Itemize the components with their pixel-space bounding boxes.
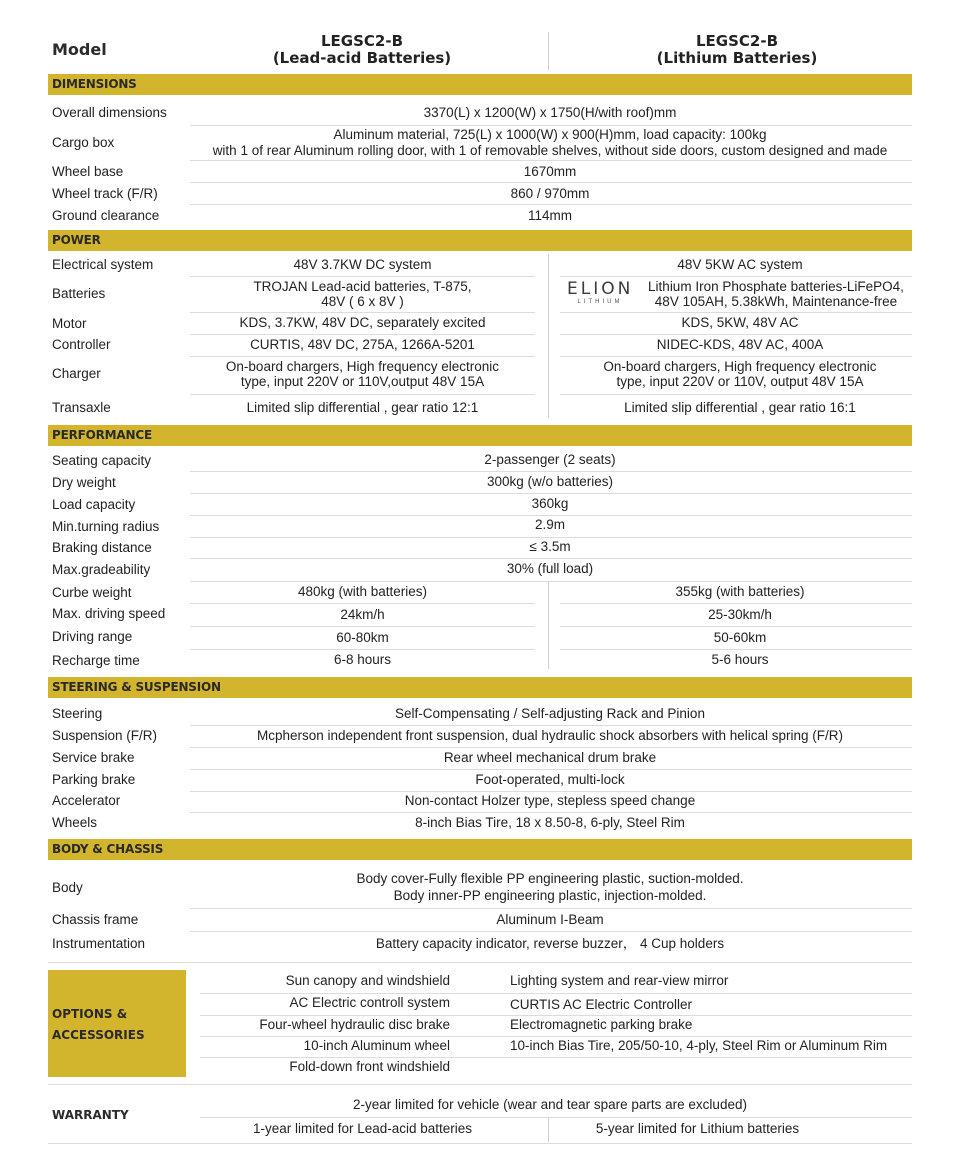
row-label: Seating capacity <box>52 453 152 468</box>
row-value-col2: KDS, 5KW, 48V AC <box>681 315 799 330</box>
row-divider <box>560 626 912 627</box>
row-label: Dry weight <box>52 475 116 490</box>
row-value-col2: 355kg (with batteries) <box>675 584 805 599</box>
row-divider <box>190 204 912 205</box>
section-title: STEERING & SUSPENSION <box>52 680 221 694</box>
row-value-line1: Body cover-Fully flexible PP engineering plastic, suction-molded. <box>356 871 744 886</box>
row-value-col1: KDS, 3.7KW, 48V DC, separately excited <box>239 315 486 330</box>
row-label: Load capacity <box>52 497 136 512</box>
options-title <box>52 1004 145 1046</box>
row-value-col1-line2: 48V ( 6 x 8V ) <box>321 294 404 309</box>
section-divider <box>48 1143 912 1144</box>
row-value: 30% (full load) <box>506 561 594 576</box>
row-label: Body <box>52 880 83 895</box>
row-value: Battery capacity indicator, reverse buzzer， 4 Cup holders <box>375 936 725 951</box>
section-power <box>48 230 912 251</box>
row-value: 2-passenger (2 seats) <box>484 452 616 467</box>
row-label: Suspension (F/R) <box>52 728 158 743</box>
row-divider <box>560 334 912 335</box>
row-value: Non-contact Holzer type, stepless speed change <box>404 793 696 808</box>
row-value: Aluminum I-Beam <box>496 912 604 927</box>
warranty-title: WARRANTY <box>52 1108 129 1122</box>
section-dimensions <box>48 74 912 95</box>
row-divider <box>190 515 912 516</box>
option-item: CURTIS AC Electric Controller <box>510 997 693 1012</box>
row-value: 3370(L) x 1200(W) x 1750(H/with roof)mm <box>423 105 677 120</box>
row-value-col1: 6-8 hours <box>333 652 392 667</box>
row-value-col1-line1: On-board chargers, High frequency electronic <box>225 359 500 374</box>
header-divider <box>548 32 549 70</box>
column-divider <box>548 254 549 418</box>
row-label: Recharge time <box>52 653 140 668</box>
option-item: AC Electric controll system <box>289 995 450 1010</box>
row-value: ≤ 3.5m <box>529 539 571 554</box>
col1-subtitle: (Lead-acid Batteries) <box>272 49 452 67</box>
row-value-col2: 50-60km <box>713 630 767 645</box>
row-label: Motor <box>52 316 87 331</box>
row-divider <box>190 334 535 335</box>
section-title: DIMENSIONS <box>52 77 137 91</box>
row-divider <box>190 626 535 627</box>
row-divider <box>200 1057 912 1058</box>
row-value-col1: 48V 3.7KW DC system <box>293 257 432 272</box>
row-label: Ground clearance <box>52 208 160 223</box>
column-divider <box>548 581 549 669</box>
row-value-line2: Body inner-PP engineering plastic, injection-molded. <box>393 888 707 903</box>
option-item: Fold-down front windshield <box>289 1059 450 1074</box>
row-divider <box>560 394 912 395</box>
section-title: BODY & CHASSIS <box>52 842 164 856</box>
row-divider <box>190 471 912 472</box>
warranty-col1: 1-year limited for Lead-acid batteries <box>252 1121 473 1136</box>
option-item: Sun canopy and windshield <box>285 973 450 988</box>
col2-subtitle: (Lithium Batteries) <box>656 49 818 67</box>
option-item: 10-inch Bias Tire, 205/50-10, 4-ply, Steel Rim or Aluminum Rim <box>510 1038 888 1053</box>
row-value-col1: Limited slip differential , gear ratio 12:1 <box>246 400 479 415</box>
row-label: Max. driving speed <box>52 606 166 621</box>
row-label: Curbe weight <box>52 585 132 600</box>
row-value-col1-line2: type, input 220V or 110V,output 48V 15A <box>240 374 485 389</box>
row-value: Self-Compensating / Self-adjusting Rack and Pinion <box>395 706 705 721</box>
row-divider <box>190 356 535 357</box>
row-value-col1-line1: TROJAN Lead-acid batteries, T-875, <box>253 279 472 294</box>
row-value: 8-inch Bias Tire, 18 x 8.50-8, 6-ply, Steel Rim <box>415 815 685 830</box>
row-label: Batteries <box>52 286 106 301</box>
row-label: Wheels <box>52 815 98 830</box>
row-label: Controller <box>52 337 111 352</box>
row-value: Rear wheel mechanical drum brake <box>443 750 657 765</box>
row-label: Braking distance <box>52 540 152 555</box>
row-divider <box>200 993 912 994</box>
row-divider <box>190 581 912 582</box>
section-title: PERFORMANCE <box>52 428 152 442</box>
row-divider <box>190 493 912 494</box>
options-title-line1: OPTIONS & <box>52 1007 128 1021</box>
row-value-col2: 5-6 hours <box>711 652 769 667</box>
row-divider <box>560 603 912 604</box>
warranty-vehicle: 2-year limited for vehicle (wear and tear spare parts are excluded) <box>353 1097 747 1112</box>
row-divider <box>190 394 535 395</box>
row-value-line2: with 1 of rear Aluminum rolling door, with 1 of removable shelves, without side doors, custom designed and made <box>212 143 888 158</box>
row-value: 1670mm <box>523 164 577 179</box>
row-value: 114mm <box>527 208 572 223</box>
row-divider <box>190 276 535 277</box>
row-label: Cargo box <box>52 135 115 150</box>
row-divider <box>560 276 912 277</box>
row-value-col1: 60-80km <box>336 630 389 645</box>
col2-heading <box>587 33 887 67</box>
col1-heading <box>212 33 512 67</box>
row-value: Foot-operated, multi-lock <box>475 772 625 787</box>
row-divider <box>190 160 912 161</box>
section-performance <box>48 425 912 446</box>
row-label: Chassis frame <box>52 912 139 927</box>
row-divider <box>190 537 912 538</box>
section-title: POWER <box>52 233 101 247</box>
row-label: Parking brake <box>52 772 136 787</box>
row-divider <box>190 182 912 183</box>
row-divider <box>190 312 535 313</box>
row-divider <box>190 769 912 770</box>
row-value: Mcpherson independent front suspension, dual hydraulic shock absorbers with helical spring (F/R) <box>256 728 844 743</box>
logo-wordmark: ELION <box>567 279 634 299</box>
row-label: Driving range <box>52 629 133 644</box>
row-value: 860 / 970mm <box>510 186 590 201</box>
col1-title: LEGSC2-B <box>320 32 404 50</box>
row-divider <box>190 725 912 726</box>
row-label: Overall dimensions <box>52 105 167 120</box>
row-divider <box>200 1117 912 1118</box>
options-title-box <box>48 970 186 1077</box>
row-label: Max.gradeability <box>52 562 151 577</box>
row-label: Charger <box>52 366 101 381</box>
row-value-col2: 25-30km/h <box>708 607 772 622</box>
row-value: 2.9m <box>534 517 565 532</box>
row-label: Transaxle <box>52 400 111 415</box>
section-body <box>48 839 912 860</box>
row-divider <box>560 312 912 313</box>
row-divider <box>190 603 535 604</box>
row-divider <box>190 747 912 748</box>
row-label: Wheel track (F/R) <box>52 186 158 201</box>
row-divider <box>560 649 912 650</box>
row-divider <box>190 125 912 126</box>
row-divider <box>190 812 912 813</box>
row-value-line1: Aluminum material, 725(L) x 1000(W) x 900(H)mm, load capacity: 100kg <box>333 127 767 142</box>
row-value: 360kg <box>531 496 569 511</box>
column-divider <box>548 1118 549 1142</box>
row-label: Min.turning radius <box>52 519 160 534</box>
row-value-col2-line2: type, input 220V or 110V, output 48V 15A <box>616 374 864 389</box>
row-divider <box>560 356 912 357</box>
row-label: Steering <box>52 706 103 721</box>
options-title-line2: ACCESSORIES <box>52 1028 145 1042</box>
elion-lithium-logo <box>567 281 633 307</box>
model-label: Model <box>52 40 107 59</box>
row-value-col2-line1: Lithium Iron Phosphate batteries-LiFePO4, <box>648 279 904 294</box>
row-divider <box>190 908 912 909</box>
row-label: Accelerator <box>52 793 121 808</box>
row-divider <box>200 1015 912 1016</box>
section-steering <box>48 677 912 698</box>
warranty-col2: 5-year limited for Lithium batteries <box>595 1121 800 1136</box>
option-item: Lighting system and rear-view mirror <box>510 973 729 988</box>
option-item: 10-inch Aluminum wheel <box>303 1038 450 1053</box>
row-value-col1: 24km/h <box>340 607 385 622</box>
row-label: Electrical system <box>52 257 154 272</box>
section-divider <box>48 962 912 963</box>
row-divider <box>190 931 912 932</box>
section-divider <box>48 1084 912 1085</box>
row-value-col1: CURTIS, 48V DC, 275A, 1266A-5201 <box>250 337 475 352</box>
row-label: Instrumentation <box>52 936 146 951</box>
row-label: Wheel base <box>52 164 124 179</box>
row-divider <box>200 1036 912 1037</box>
logo-subtext: LITHIUM <box>577 299 623 305</box>
row-divider <box>190 558 912 559</box>
row-divider <box>190 791 912 792</box>
row-value-col2: NIDEC-KDS, 48V AC, 400A <box>656 337 824 352</box>
row-divider <box>190 649 535 650</box>
row-value-col2: Limited slip differential , gear ratio 16:1 <box>624 400 856 415</box>
row-value-col1: 480kg (with batteries) <box>297 584 428 599</box>
row-value-col2: 48V 5KW AC system <box>677 257 803 272</box>
option-item: Electromagnetic parking brake <box>510 1017 693 1032</box>
option-item: Four-wheel hydraulic disc brake <box>259 1017 450 1032</box>
row-value-col2-line1: On-board chargers, High frequency electronic <box>603 359 877 374</box>
col2-title: LEGSC2-B <box>695 32 779 50</box>
row-value-col2-line2: 48V 105AH, 5.38kWh, Maintenance-free <box>654 294 898 309</box>
row-value: 300kg (w/o batteries) <box>486 474 614 489</box>
row-label: Service brake <box>52 750 135 765</box>
